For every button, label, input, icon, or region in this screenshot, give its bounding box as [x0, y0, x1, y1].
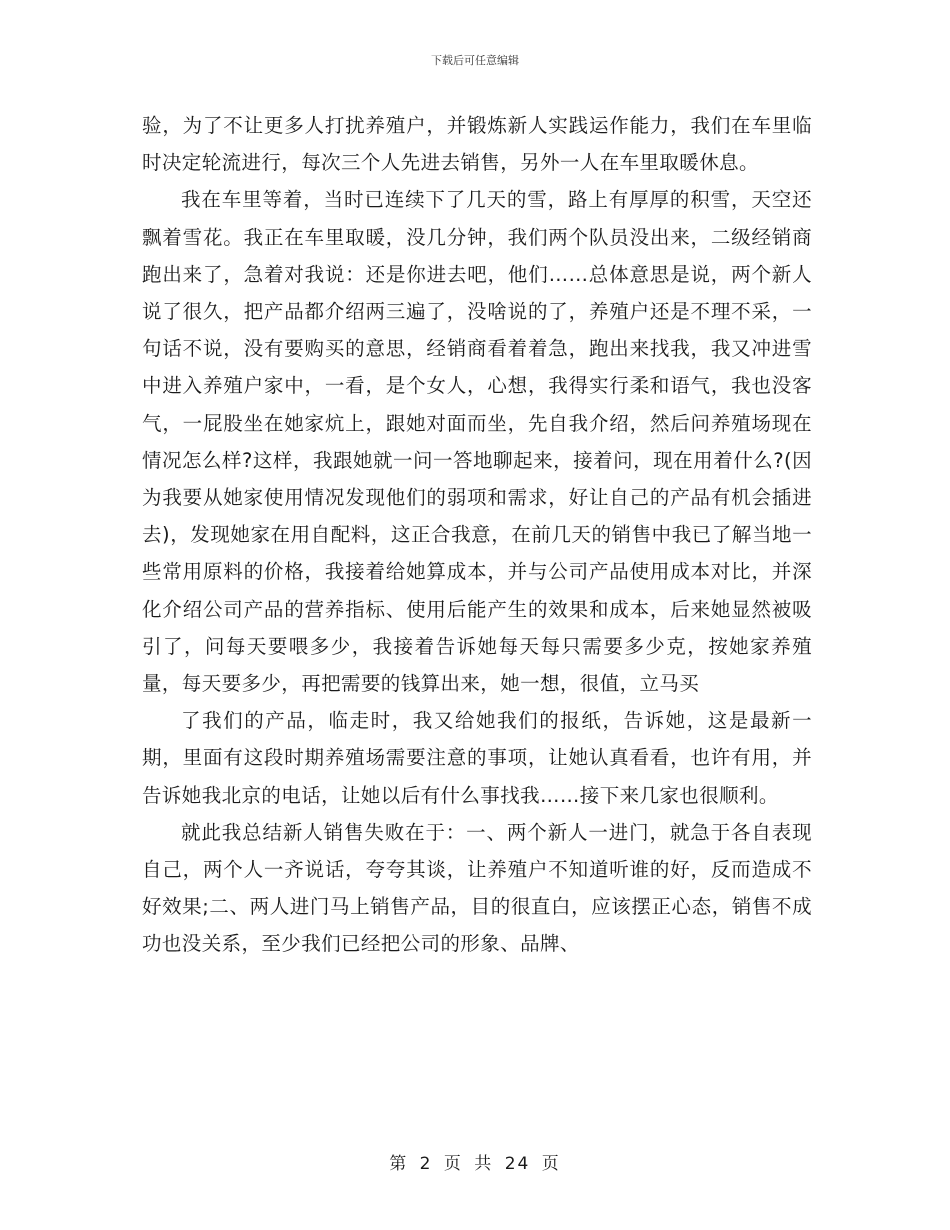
paragraph-4: 就此我总结新人销售失败在于：一、两个新人一进门，就急于各自表现自己，两个人一齐说话，夸夸其谈，让养殖户不知道听谁的好，反而造成不好效果;二、两人进门马上销售产品，目的很直白，应该摆正心态，销售不成功也没关系，至少我们已经把公司的形象、品牌、 [142, 820, 812, 956]
paragraph-2: 我在车里等着，当时已连续下了几天的雪，路上有厚厚的积雪，天空还飘着雪花。我正在车里取暖，没几分钟，我们两个队员没出来，二级经销商跑出来了，急着对我说：还是你进去吧，他们……总体意思是说，两个新人说了很久，把产品都介绍两三遍了，没啥说的了，养殖户还是不理不采，一句话不说，没有要购买的意思，经销商看着着急，跑出来找我，我又冲进雪中进入养殖户家中，一看，是个女人，心想，我得实行柔和语气，我也没客气，一屁股坐在她家炕上，跟她对面而坐，先自我介绍，然后问养殖场现在情况怎么样?这样，我跟她就一问一答地聊起来，接着问，现在用着什么?(因为我要从她家使用情况发现他们的弱项和需求，好让自己的产品有机会插进去)，发现她家在用自配料，这正合我意，在前几天的销售中我已了解当地一些常用原料的价格，我接着给她算成本，并与公司产品使用成本对比，并深化介绍公司产品的营养指标、使用后能产生的效果和成本，后来她显然被吸引了，问每天要喂多少，我接着告诉她每天每只需要多少克，按她家养殖量，每天要多少，再把需要的钱算出来，她一想，很值，立马买 [142, 188, 812, 696]
paragraph-3: 了我们的产品，临走时，我又给她我们的报纸，告诉她，这是最新一期，里面有这段时期养殖场需要注意的事项，让她认真看看，也许有用，并告诉她我北京的电话，让她以后有什么事找我……接下来几家也很顺利。 [142, 709, 812, 807]
page-header-note: 下载后可任意编辑 [431, 54, 519, 67]
page-number-footer: 第 2 页 共 24 页 [389, 1154, 561, 1174]
paragraph-1: 验，为了不让更多人打扰养殖户，并锻炼新人实践运作能力，我们在车里临时决定轮流进行，每次三个人先进去销售，另外一人在车里取暖休息。 [142, 114, 812, 175]
document-body [142, 107, 812, 963]
